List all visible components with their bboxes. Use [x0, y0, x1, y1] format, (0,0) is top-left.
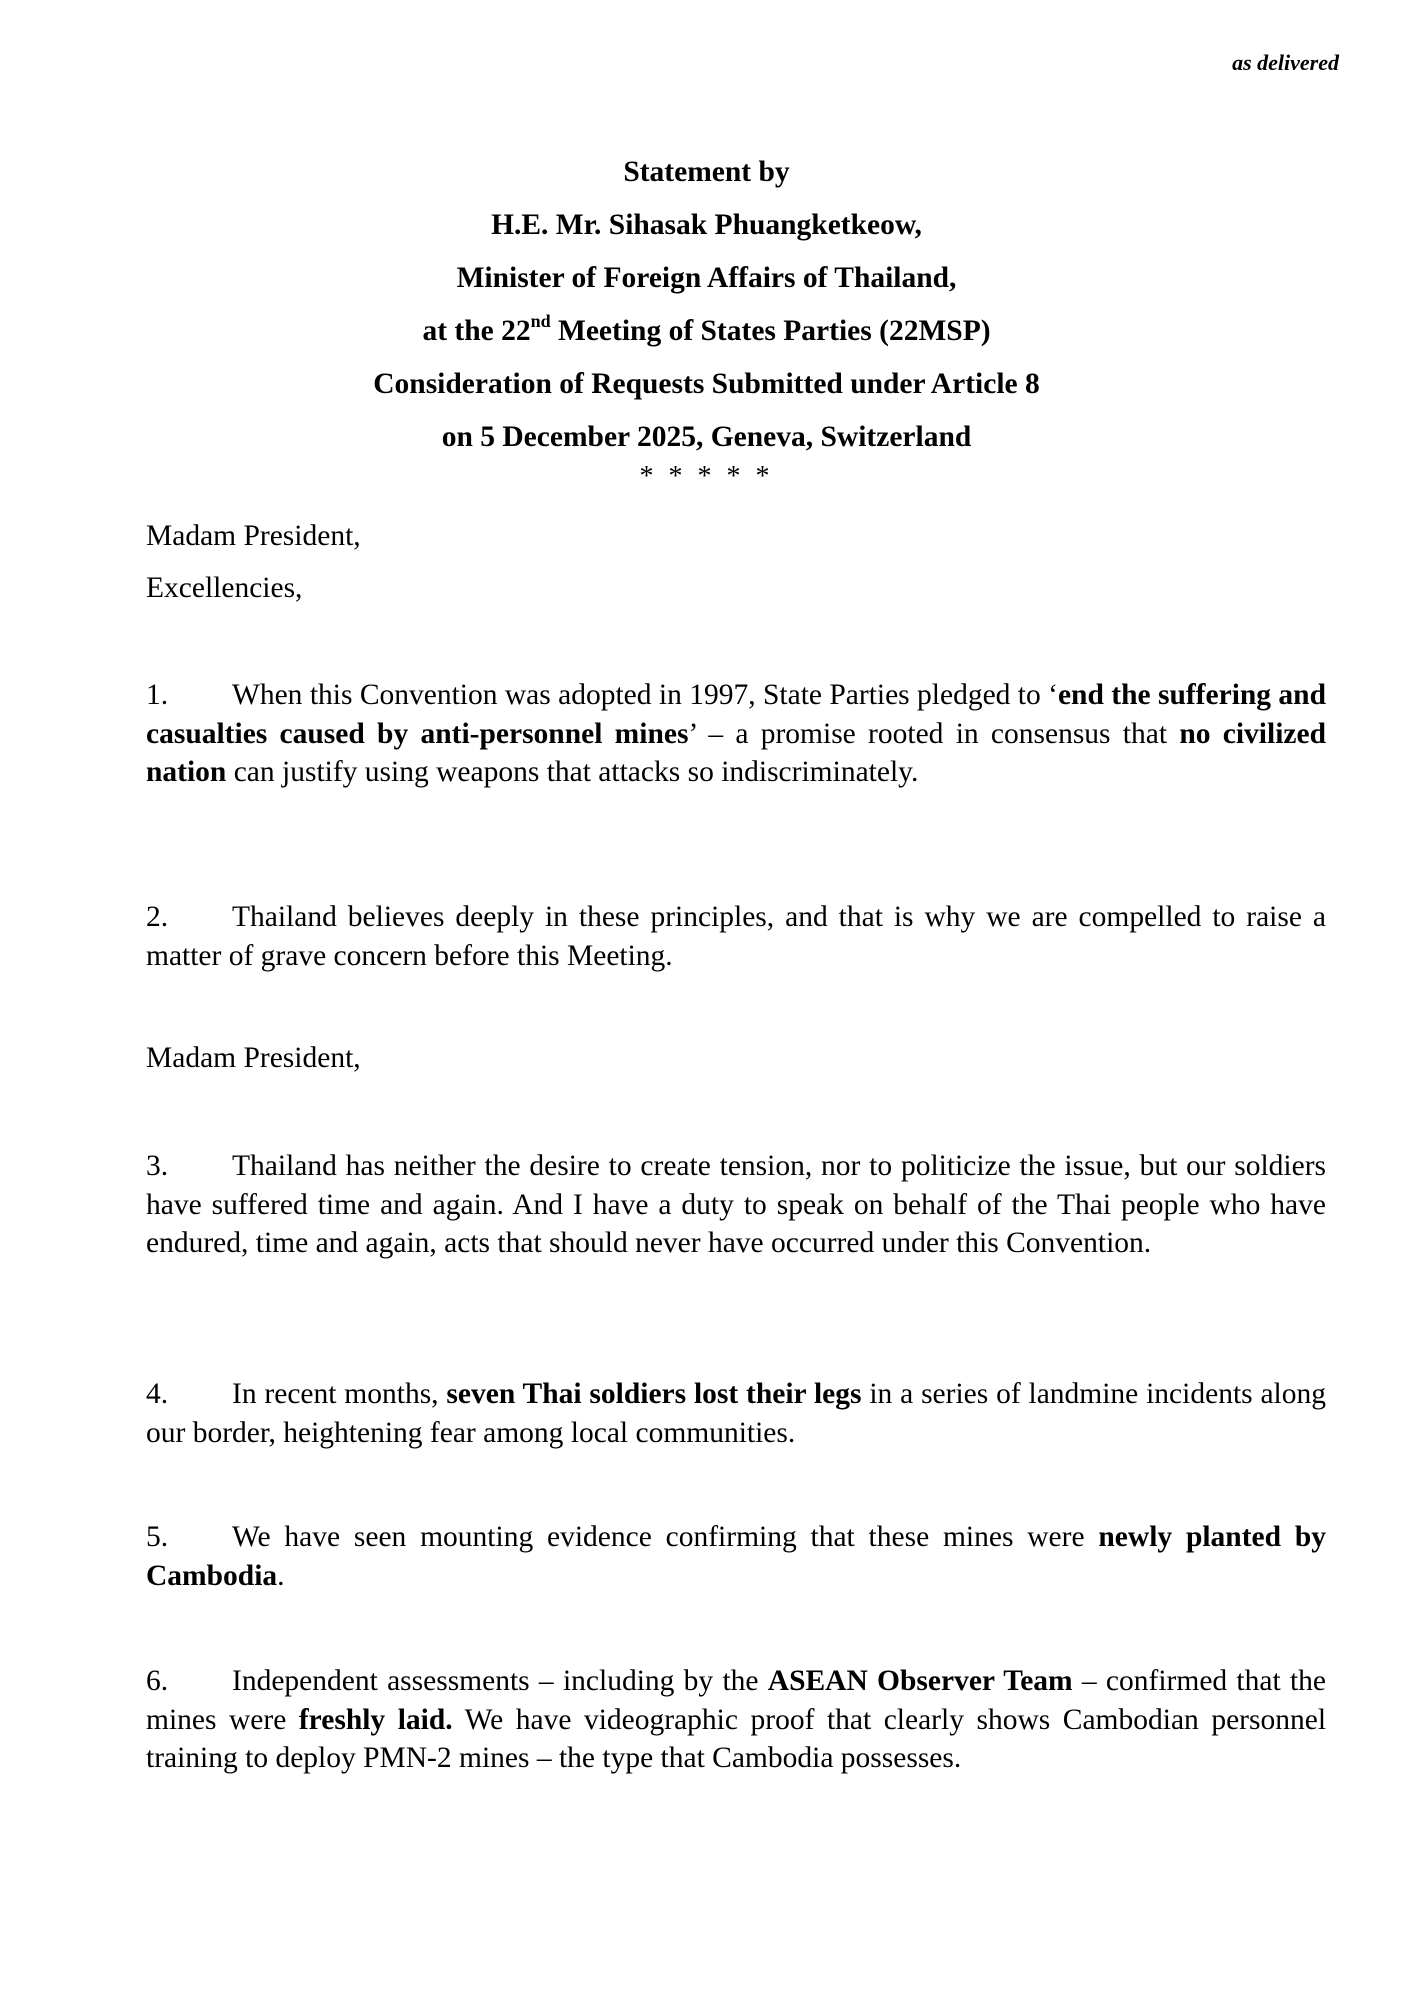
meeting-name: Meeting of States Parties (22MSP): [550, 315, 991, 347]
statement-title-block: [0, 146, 1413, 464]
paragraph-number: 2.: [146, 901, 169, 933]
paragraph-text: ’ – a promise rooted in consensus that: [688, 717, 1180, 750]
paragraph-number: 5.: [146, 1521, 169, 1553]
salutation-madam-president: Madam President,: [146, 520, 361, 552]
title-line-agenda-item: Consideration of Requests Submitted under Article 8: [373, 368, 1040, 400]
paragraph-3: [146, 1147, 1326, 1263]
title-line-speaker: H.E. Mr. Sihasak Phuangketkeow,: [491, 209, 922, 241]
paragraph-5: [146, 1518, 1326, 1595]
emphasized-text: no civilized nation: [146, 717, 1326, 789]
paragraph-number: 3.: [146, 1150, 169, 1182]
paragraph-1: [146, 676, 1326, 792]
paragraph-text: can justify using weapons that attacks so indiscriminately.: [226, 756, 919, 789]
emphasized-text: end the suffering and casualties caused by anti-personnel mines: [146, 679, 1326, 750]
emphasized-text: ASEAN Observer Team: [767, 1665, 1073, 1697]
delivery-note: as delivered: [1232, 50, 1339, 75]
paragraph-text: We have videographic proof that clearly shows Cambodian personnel training to deploy PMN-2 mines – the type that Cambodia possesses.: [146, 1703, 1327, 1775]
title-line-statement-by: Statement by: [623, 156, 790, 188]
paragraph-number: 6.: [146, 1665, 169, 1697]
paragraph-6: [146, 1662, 1326, 1778]
paragraph-text: Thailand has neither the desire to create tension, nor to politicize the issue, but our soldiers have suffered time and again. And I have a duty to speak on behalf of the Thai people who have endured, time and again, acts that should never have occurred under this Convention.: [146, 1150, 1326, 1260]
meeting-ordinal-number: at the 22: [422, 315, 531, 347]
paragraph-text: in a series of landmine incidents along our border, heightening fear among local communities.: [146, 1378, 1326, 1449]
paragraph-number: 1.: [146, 679, 169, 711]
title-line-position: Minister of Foreign Affairs of Thailand,: [456, 262, 957, 294]
paragraph-text: Independent assessments – including by the: [232, 1665, 768, 1697]
paragraph-text: Thailand believes deeply in these principles, and that is why we are compelled to raise a matter of grave concern before this Meeting.: [146, 901, 1326, 972]
salutation-excellencies: Excellencies,: [146, 572, 303, 604]
title-line-date-place: on 5 December 2025, Geneva, Switzerland: [441, 421, 972, 453]
paragraph-number: 4.: [146, 1378, 169, 1410]
paragraph-text: – confirmed that the mines were: [146, 1665, 1326, 1736]
paragraph-4: [146, 1375, 1326, 1452]
paragraph-text: We have seen mounting evidence confirming that these mines were: [232, 1521, 1099, 1553]
asterisk-separator: * * * * *: [639, 461, 774, 492]
paragraph-text: .: [277, 1559, 285, 1592]
emphasized-text: seven Thai soldiers lost their legs: [446, 1378, 862, 1410]
paragraph-text: In recent months,: [232, 1378, 447, 1410]
salutation-madam-president-mid: Madam President,: [146, 1042, 361, 1074]
meeting-ordinal-suffix: nd: [530, 311, 551, 332]
paragraph-text: When this Convention was adopted in 1997, State Parties pledged to ‘: [232, 679, 1058, 711]
paragraph-2: [146, 898, 1326, 975]
emphasized-text: freshly laid.: [298, 1703, 453, 1736]
emphasized-text: newly planted by Cambodia: [146, 1521, 1326, 1592]
title-line-meeting: [0, 305, 1413, 358]
